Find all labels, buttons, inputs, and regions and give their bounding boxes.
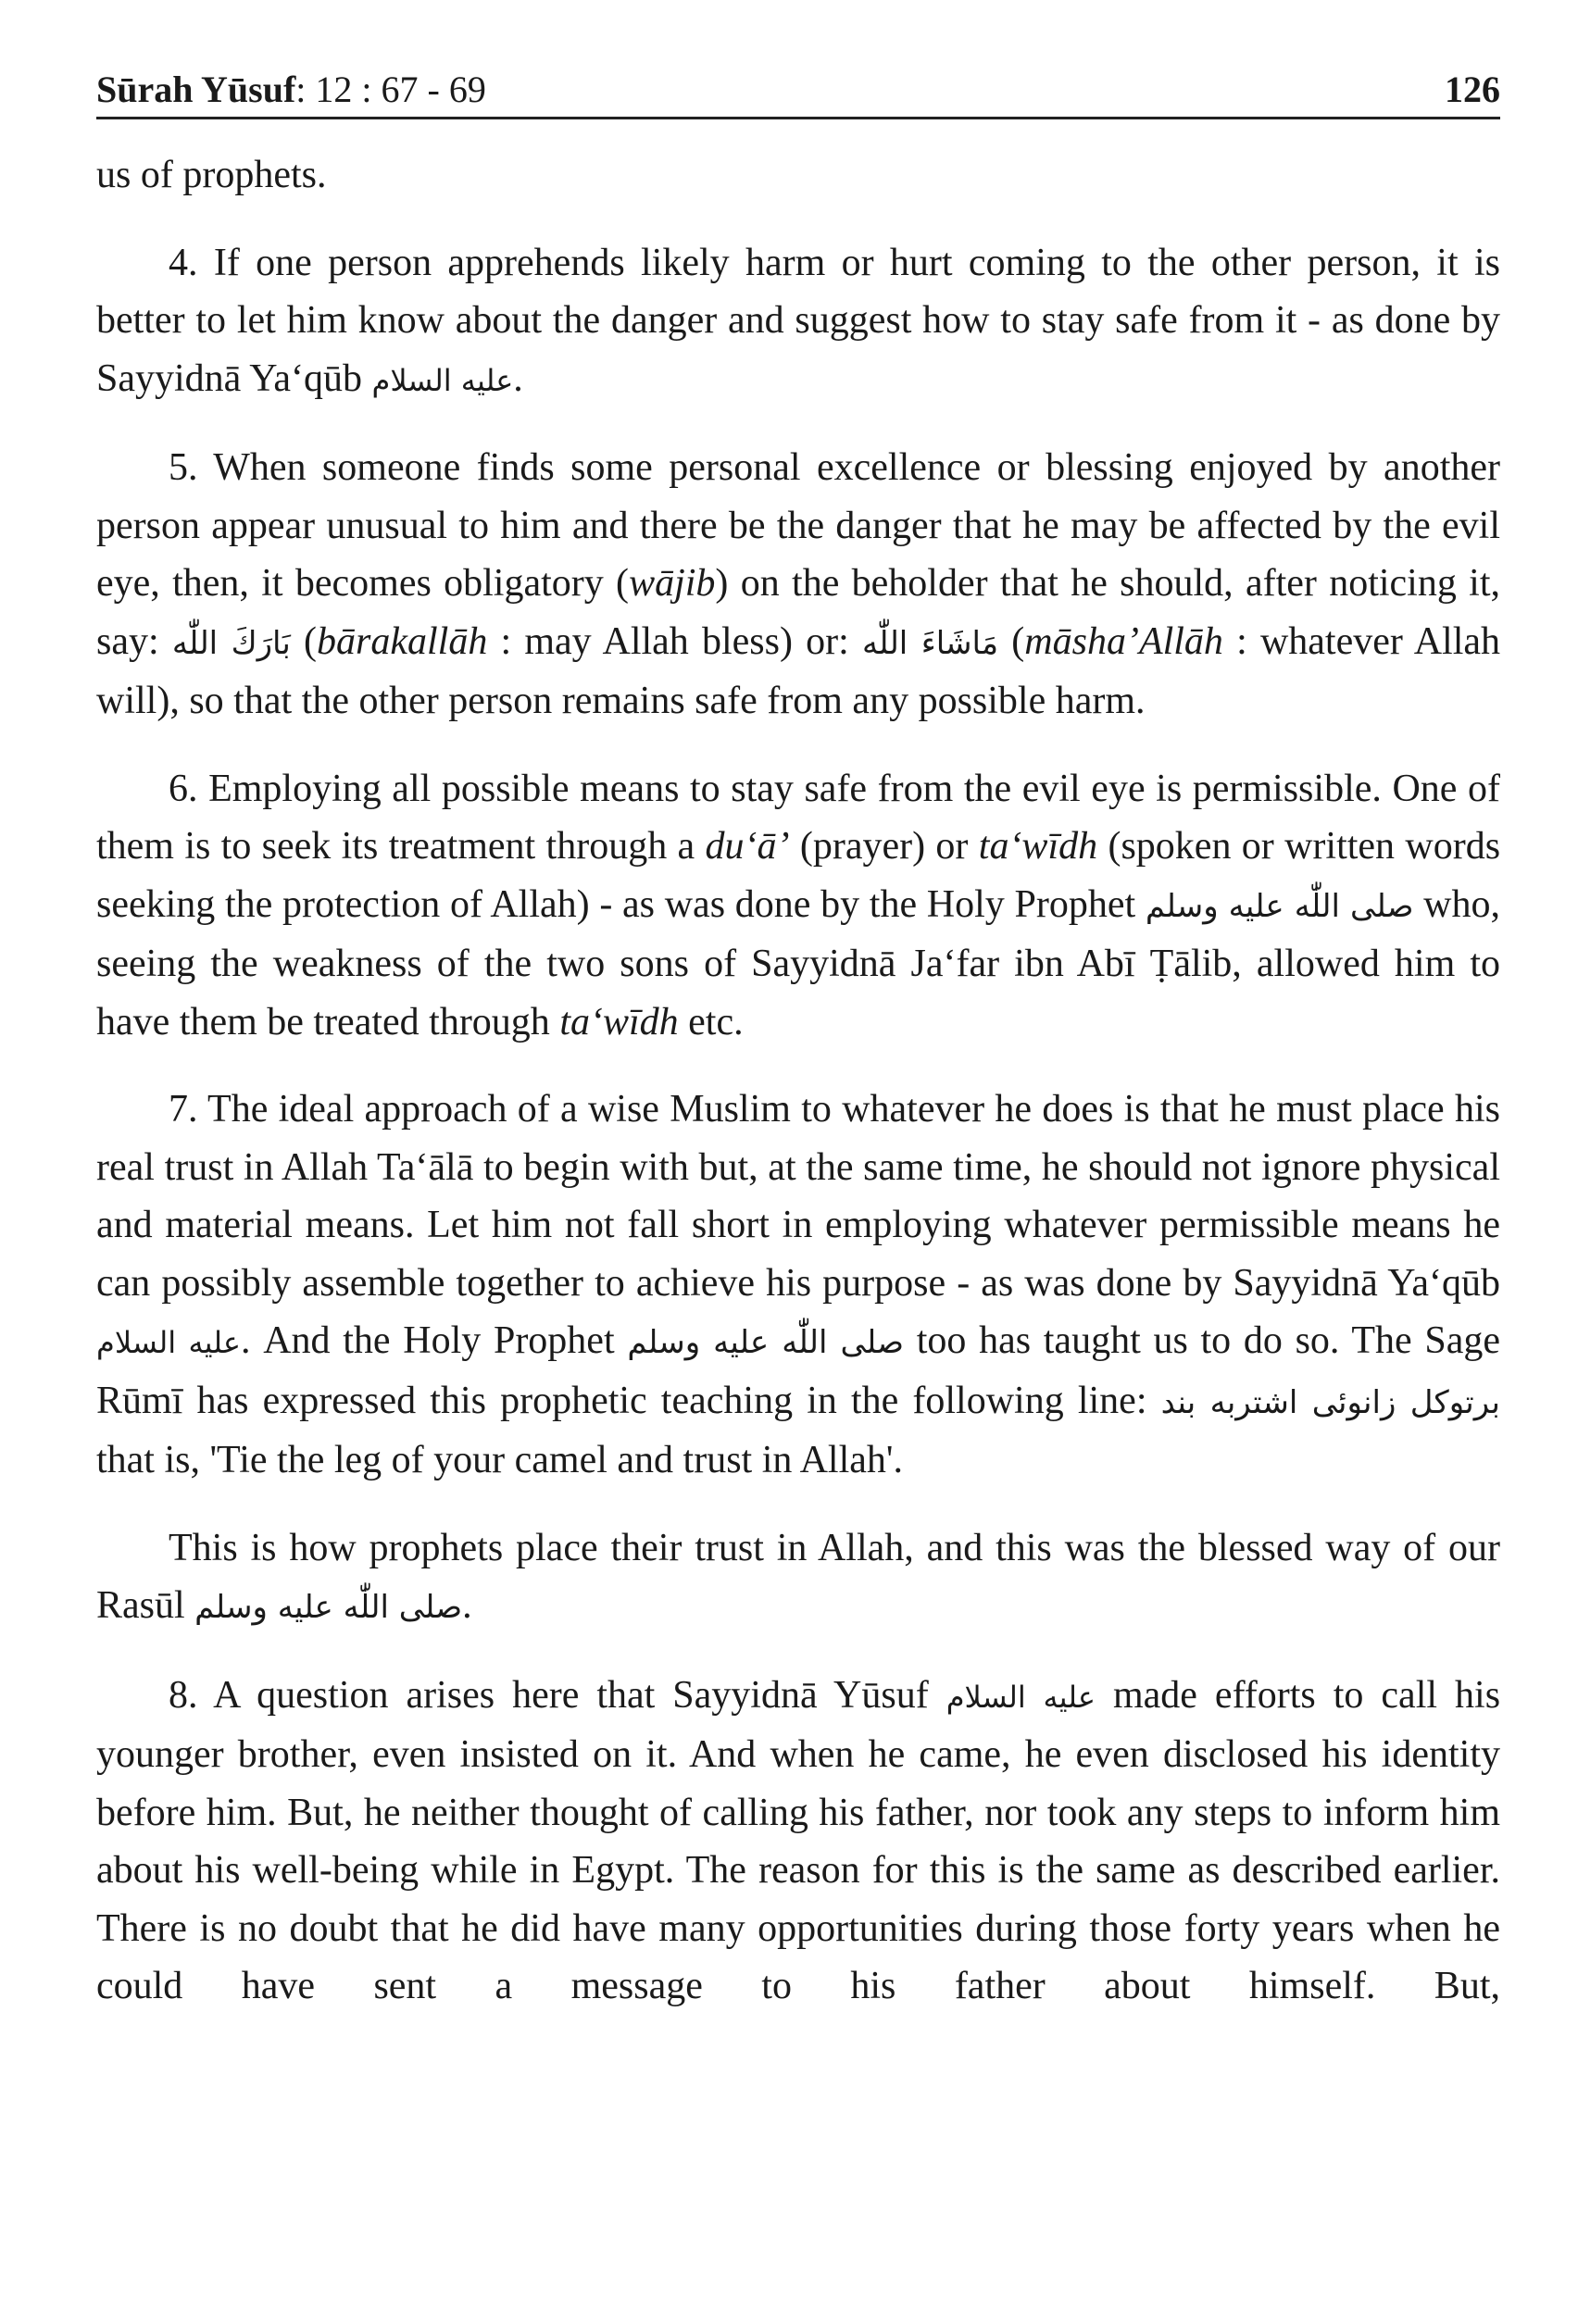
arabic-barakallah: بَارَكَ اللّٰه bbox=[171, 624, 291, 662]
arabic-mashaallah: مَاشَاءَ اللّٰه bbox=[861, 624, 999, 662]
term-tawidh: ta‘wīdh bbox=[559, 1000, 679, 1043]
arabic-salutation: صلى اللّٰه عليه وسلم bbox=[1145, 887, 1414, 925]
honorific-glyph: عليه السلام bbox=[96, 1325, 241, 1360]
honorific-glyph: عليه السلام bbox=[946, 1679, 1096, 1715]
persian-verse: برتوکل زانوئی اشتربه بند bbox=[1160, 1383, 1500, 1421]
paragraph-point-7: 7. The ideal approach of a wise Muslim to whatever he does is that he must place his real trust in Allah Ta‘ālā to begin with but, at the same time, he should not ignore physical and material means. Let him not fall short in employing whatever permissible means he can possibly assemble together to achieve his purpose - as was done by Sayyidnā Ya‘qūb عليه السلام. And the Holy Prophet صلى اللّٰه عليه وسلم too has taught us to do so. The Sage Rūmī has expressed this prophetic teaching in the following line: برتوکل زانوئی اشتربه بند that is, 'Tie the leg of your camel and trust in Allah'. bbox=[96, 1088, 1501, 1481]
term-tawidh: ta‘wīdh bbox=[978, 825, 1098, 868]
page-body bbox=[96, 146, 1500, 2045]
page-number: 126 bbox=[1445, 69, 1500, 110]
paragraph-point-4: 4. If one person apprehends likely harm or hurt coming to the other person, it is better to let him know about the danger and suggest how to stay safe from it - as done by Sayyidnā Ya‘qūb عليه السلام. bbox=[96, 241, 1500, 400]
paragraph-continuation: us of prophets. bbox=[96, 154, 327, 196]
paragraph-point-8: 8. A question arises here that Sayyidnā Yūsuf عليه السلام made efforts to call his younger brother, even insisted on it. And when he came, he even disclosed his identity before him. But, he neither thought of calling his father, nor took any steps to inform him about his well-being while in Egypt. The reason for this is the same as described earlier. There is no doubt that he did have many opportunities during those forty years when he could have sent a message to his father about himself. But, bbox=[96, 1673, 1501, 2007]
running-header bbox=[96, 56, 1500, 111]
verse-reference: : 12 : 67 - 69 bbox=[295, 69, 486, 110]
paragraph-trust: This is how prophets place their trust in Allah, and this was the blessed way of our Rasūl صلى اللّٰه عليه وسلم. bbox=[96, 1526, 1500, 1627]
paragraph-point-6: 6. Employing all possible means to stay safe from the evil eye is permissible. One of them is to seek its treatment through a du‘ā’ (prayer) or ta‘wīdh (spoken or written words seeking the protection of Allah) - as was done by the Holy Prophet صلى اللّٰه عليه وسلم who, seeing the weakness of the two sons of Sayyidnā Ja‘far ibn Abī Ṭālib, allowed him to have them be treated through ta‘wīdh etc. bbox=[96, 767, 1501, 1043]
honorific-glyph: عليه السلام bbox=[371, 362, 514, 398]
term-wajib: wājib bbox=[629, 562, 716, 605]
term-dua: du‘ā’ bbox=[705, 825, 790, 868]
arabic-salutation: صلى اللّٰه عليه وسلم bbox=[194, 1589, 463, 1626]
arabic-salutation: صلى اللّٰه عليه وسلم bbox=[627, 1324, 904, 1361]
chapter-reference bbox=[96, 68, 486, 111]
term-barakallah: bārakallāh bbox=[317, 619, 488, 663]
surah-title: Sūrah Yūsuf bbox=[96, 69, 296, 110]
paragraph-point-5: 5. When someone finds some personal excellence or blessing enjoyed by another person appear unusual to him and there be the danger that he may be affected by the evil eye, then, it becomes obligatory (wājib) on the beholder that he should, after noticing it, say: بَارَكَ اللّٰه (bārakallāh : may Allah bless) or: مَاشَاءَ اللّٰه (māsha’Allāh : whatever Allah will), so that the other person remains safe from any possible harm. bbox=[96, 446, 1501, 722]
term-mashaallah: māsha’Allāh bbox=[1024, 619, 1223, 663]
header-rule bbox=[96, 117, 1500, 119]
